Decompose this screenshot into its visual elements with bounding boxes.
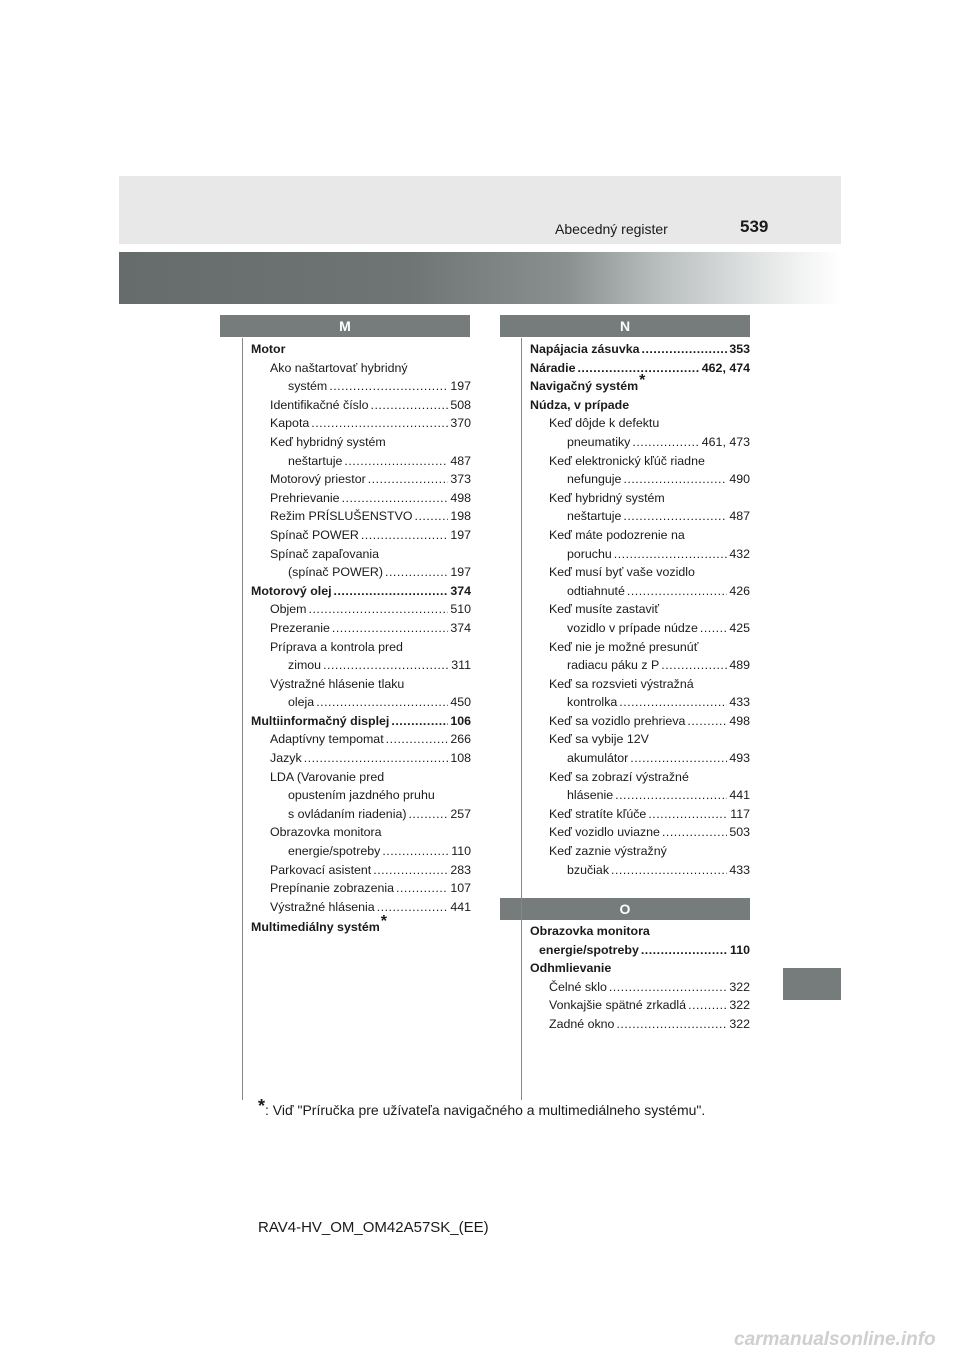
index-entry: Zadné okno ..... 322 xyxy=(530,1015,750,1034)
index-column-n xyxy=(530,340,750,879)
index-entry: Navigačný systém * xyxy=(530,372,646,394)
index-entry: Keď zaznie výstražný xyxy=(549,844,667,859)
index-entry: systém ..... 197 xyxy=(251,377,471,396)
index-entry: (spínač POWER) ..... 197 xyxy=(251,563,471,582)
index-entry: Spínač zapaľovania xyxy=(270,546,380,561)
index-entry: Motorový priestor ..... 373 xyxy=(251,470,471,489)
index-entry: Keď elektronický kľúč riadne xyxy=(549,453,705,468)
index-entry: akumulátor ..... 493 xyxy=(530,749,750,768)
index-entry: energie/spotreby ..... 110 xyxy=(251,842,471,861)
index-entry: Keď hybridný systém xyxy=(549,490,665,505)
index-entry: neštartuje ..... 487 xyxy=(530,507,750,526)
index-entry: opustením jazdného pruhu xyxy=(288,788,435,803)
index-entry: Keď hybridný systém xyxy=(270,434,386,449)
index-entry: Keď vozidlo uviazne ..... 503 xyxy=(530,823,750,842)
footnote-star: * xyxy=(380,913,387,931)
index-entry: Identifikačné číslo ..... 508 xyxy=(251,396,471,415)
right-column-rule xyxy=(521,338,522,1100)
index-entry: nefunguje ..... 490 xyxy=(530,470,750,489)
index-column-m xyxy=(251,340,471,937)
index-column-o xyxy=(530,922,750,1034)
index-entry: Prezeranie ..... 374 xyxy=(251,619,471,638)
footnote-star: * xyxy=(639,372,646,390)
index-entry: Výstražné hlásenia ..... 441 xyxy=(251,898,471,917)
section-title: Abecedný register xyxy=(555,221,668,237)
index-entry: Režim PRÍSLUŠENSTVO ..... 198 xyxy=(251,507,471,526)
index-entry: odtiahnuté ..... 426 xyxy=(530,582,750,601)
index-entry: Motorový olej ..... 374 xyxy=(251,582,471,601)
index-entry: Multiinformačný displej ..... 106 xyxy=(251,712,471,731)
index-entry: pneumatiky ..... 461, 473 xyxy=(530,433,750,452)
index-entry: Motor xyxy=(251,342,286,356)
index-entry: Keď musíte zastaviť xyxy=(549,602,660,617)
index-entry: Keď sa vozidlo prehrieva ..... 498 xyxy=(530,712,750,731)
index-entry: energie/spotreby ..... 110 xyxy=(530,941,750,960)
page-number: 539 xyxy=(740,217,769,236)
index-entry: LDA (Varovanie pred xyxy=(270,769,385,784)
watermark: carmanualsonline.info xyxy=(734,1329,936,1350)
index-entry: Keď dôjde k defektu xyxy=(549,416,660,431)
index-entry: Prepínanie zobrazenia ..... 107 xyxy=(251,879,471,898)
index-entry: Keď sa vybije 12V xyxy=(549,732,649,747)
index-entry: Kapota ..... 370 xyxy=(251,414,471,433)
index-entry: Ako naštartovať hybridný xyxy=(270,360,408,375)
document-code: RAV4-HV_OM_OM42A57SK_(EE) xyxy=(258,1219,489,1236)
header-band xyxy=(119,176,841,244)
left-column-rule xyxy=(242,338,243,1100)
index-entry: Keď stratíte kľúče ..... 117 xyxy=(530,805,750,824)
footnote xyxy=(258,1096,706,1120)
index-entry: bzučiak ..... 433 xyxy=(530,861,750,880)
index-entry: Keď nie je možné presunúť xyxy=(549,639,699,654)
index-entry: Adaptívny tempomat ..... 266 xyxy=(251,730,471,749)
index-entry: Parkovací asistent ..... 283 xyxy=(251,861,471,880)
index-entry: Čelné sklo ..... 322 xyxy=(530,978,750,997)
index-entry: oleja ..... 450 xyxy=(251,693,471,712)
index-entry: s ovládaním riadenia) ..... 257 xyxy=(251,805,471,824)
footnote-star: * xyxy=(258,1096,266,1116)
index-entry: vozidlo v prípade núdze ..... 425 xyxy=(530,619,750,638)
gradient-band xyxy=(119,252,841,304)
section-header-n: N xyxy=(500,315,750,337)
index-entry: Núdza, v prípade xyxy=(530,397,630,412)
index-entry: Odhmlievanie xyxy=(530,961,612,976)
index-entry: Keď máte podozrenie na xyxy=(549,527,685,542)
index-entry: Vonkajšie spätné zrkadlá ..... 322 xyxy=(530,996,750,1015)
index-entry: Objem ..... 510 xyxy=(251,600,471,619)
index-entry: Náradie ..... 462, 474 xyxy=(530,359,750,378)
index-entry: poruchu ..... 432 xyxy=(530,545,750,564)
chapter-side-tab xyxy=(783,968,841,1000)
index-entry: Obrazovka monitora xyxy=(270,825,382,840)
index-entry: Multimediálny systém * xyxy=(251,913,387,935)
footnote-text: : Viď "Príručka pre užívateľa navigačného a multimediálneho systému". xyxy=(265,1102,706,1118)
index-entry: radiacu páku z P ..... 489 xyxy=(530,656,750,675)
index-entry: kontrolka ..... 433 xyxy=(530,693,750,712)
index-entry: Výstražné hlásenie tlaku xyxy=(270,676,405,691)
index-entry: Keď musí byť vaše vozidlo xyxy=(549,565,695,580)
index-entry: hlásenie ..... 441 xyxy=(530,786,750,805)
section-header-o: O xyxy=(500,898,750,920)
index-entry: Obrazovka monitora xyxy=(530,924,650,938)
index-entry: Keď sa zobrazí výstražné xyxy=(549,769,689,784)
section-header-m: M xyxy=(220,315,470,337)
index-entry: Keď sa rozsvieti výstražná xyxy=(549,676,694,691)
index-entry: zimou ..... 311 xyxy=(251,656,471,675)
index-entry: Prehrievanie ..... 498 xyxy=(251,489,471,508)
index-entry: Spínač POWER ..... 197 xyxy=(251,526,471,545)
index-entry: neštartuje ..... 487 xyxy=(251,452,471,471)
index-entry: Napájacia zásuvka ..... 353 xyxy=(530,340,750,359)
index-entry: Príprava a kontrola pred xyxy=(270,639,403,654)
index-entry: Jazyk ..... 108 xyxy=(251,749,471,768)
